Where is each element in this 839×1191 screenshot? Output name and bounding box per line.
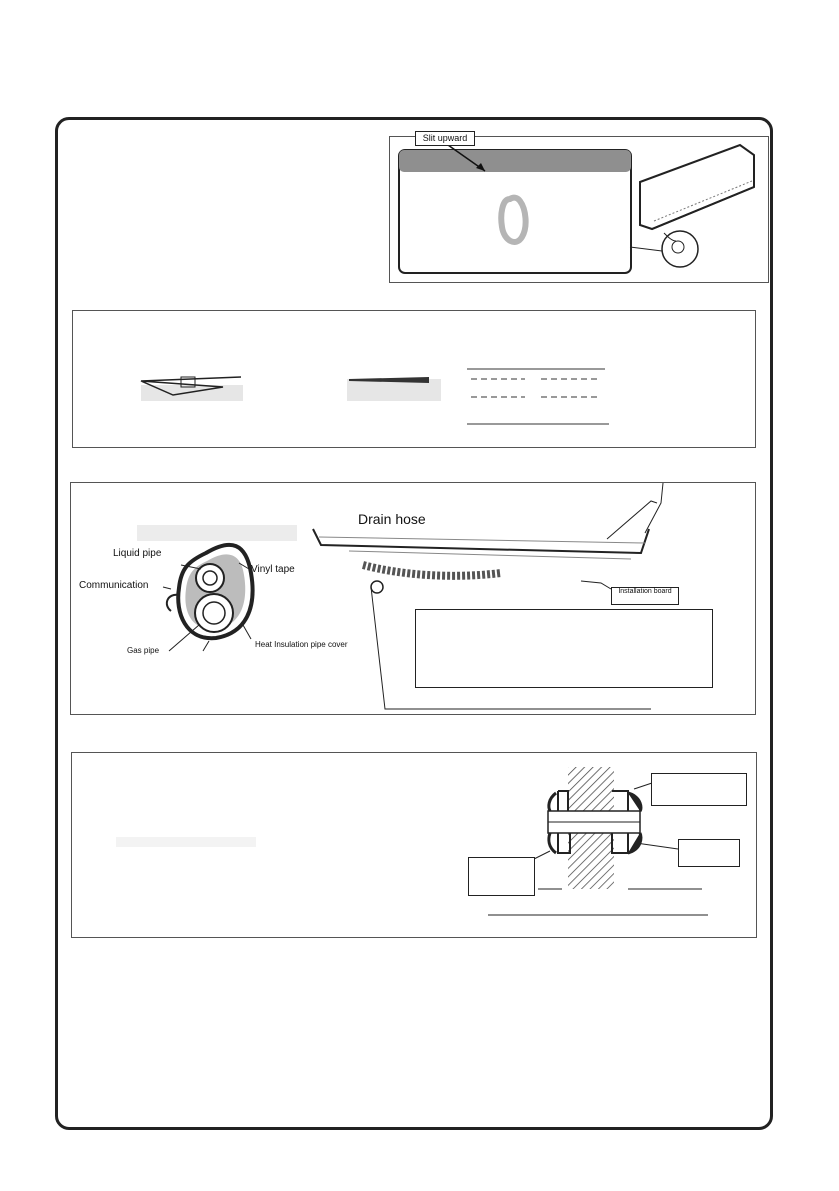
heat-insulation-label: Heat Insulation pipe cover — [255, 640, 348, 649]
label-box-top-right — [651, 773, 747, 806]
installation-board-box — [611, 587, 679, 605]
installation-board-label: Installation board — [618, 588, 672, 595]
slit-illustration — [390, 137, 770, 284]
pipe-wrap-panel — [70, 482, 756, 715]
liquid-pipe-label: Liquid pipe — [113, 548, 162, 559]
wall-panel — [71, 752, 757, 938]
slit-panel — [389, 133, 769, 283]
slit-label-box — [415, 131, 475, 146]
pipe-cut-illustration — [73, 311, 757, 449]
vinyl-tape-label: Vinyl tape — [251, 564, 295, 575]
label-box-mid-right — [678, 839, 740, 867]
pipe-cut-panel — [72, 310, 756, 448]
label-box-left — [468, 857, 535, 896]
gas-pipe-label: Gas pipe — [127, 646, 160, 655]
note-box — [415, 609, 713, 688]
communication-label: Communication — [79, 580, 149, 591]
drain-hose-label: Drain hose — [358, 511, 426, 527]
slit-label: Slit upward — [422, 133, 468, 143]
